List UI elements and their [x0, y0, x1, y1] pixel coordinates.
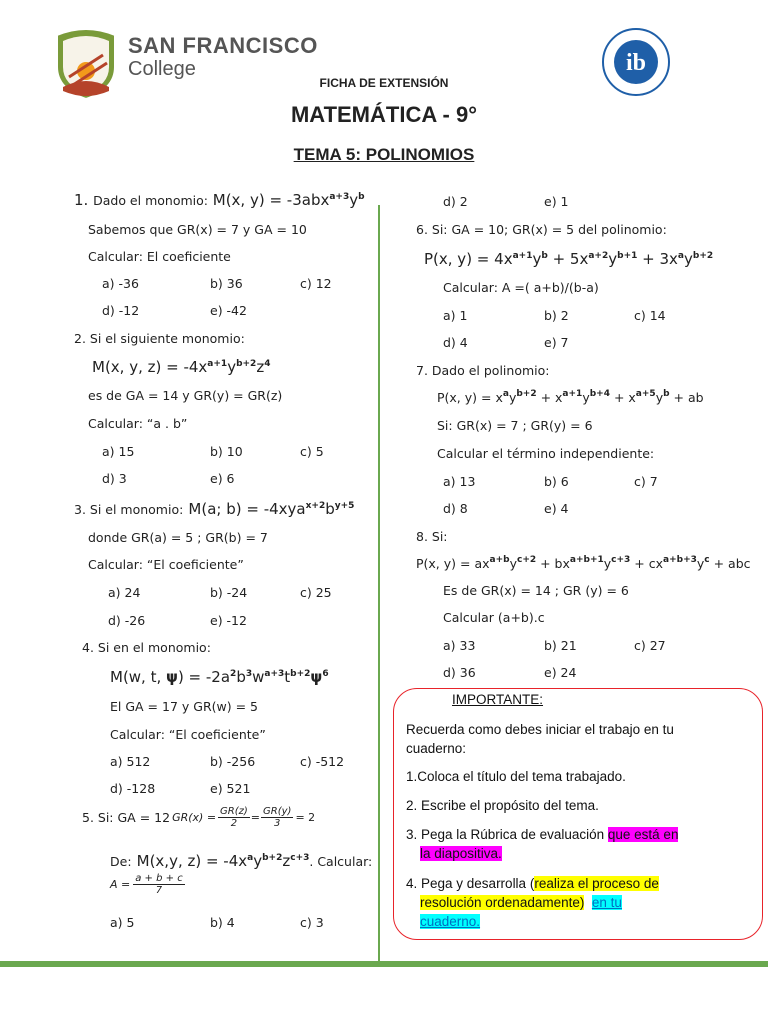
important-item-2: 2. Escribe el propósito del tema. — [406, 798, 599, 813]
problem-4-option-b: b) -256 — [210, 754, 256, 769]
problem-3-option-b: b) -24 — [210, 585, 248, 600]
problem-5-option-d: d) 2 — [443, 194, 468, 209]
problem-7-option-c: c) 7 — [634, 474, 658, 489]
problem-2-line1: es de GA = 14 y GR(y) = GR(z) — [88, 388, 283, 403]
problem-8-intro: 8. Si: — [416, 529, 448, 544]
problem-7-line1: Si: GR(x) = 7 ; GR(y) = 6 — [437, 418, 593, 433]
problem-5-a-formula: A = $\frac{a + b + c}{7}$ — [110, 873, 183, 896]
problem-2-option-e: e) 6 — [210, 471, 235, 486]
problem-4-line1: El GA = 17 y GR(w) = 5 — [110, 699, 258, 714]
problem-2-option-d: d) 3 — [102, 471, 127, 486]
important-title: IMPORTANTE: — [452, 692, 544, 707]
problem-2-option-a: a) 15 — [102, 444, 135, 459]
problem-1-option-e: e) -42 — [210, 303, 247, 318]
column-divider — [378, 205, 380, 962]
problem-1-option-d: d) -12 — [102, 303, 140, 318]
problem-2-expression: M(x, y, $z) = -4x^{a+1}y^{b+2}z^4$ — [92, 358, 271, 376]
problem-1-heading: 1. Dado el monomio: M(x, $y) = -3abx^{a+3}y^b$ — [74, 191, 365, 209]
problem-6-line1: Calcular: A =( a+b)/(b-a) — [443, 280, 599, 295]
problem-1-option-a: a) -36 — [102, 276, 139, 291]
important-intro-line2: cuaderno: — [406, 741, 467, 756]
school-name-line2: College — [128, 58, 196, 80]
problem-3-option-c: c) 25 — [300, 585, 332, 600]
problem-5-option-e: e) 1 — [544, 194, 569, 209]
problem-7-option-e: e) 4 — [544, 501, 569, 516]
problem-1-line1: Sabemos que GR(x) = 7 y GA = 10 — [88, 222, 307, 237]
problem-4-intro: 4. Si en el monomio: — [82, 640, 211, 655]
problem-2-option-c: c) 5 — [300, 444, 324, 459]
problem-2-line2: Calcular: “a . b” — [88, 416, 188, 431]
important-item-4-cont2: cuaderno. — [420, 914, 481, 929]
problem-7-option-d: d) 8 — [443, 501, 468, 516]
problem-4-line2: Calcular: “El coeficiente” — [110, 727, 266, 742]
problem-6-option-a: a) 1 — [443, 308, 468, 323]
problem-4-expression: M(w, t, $\psi) = -2a^2b^3w^{a+3}t^{b+2}\psi^6$ — [110, 668, 329, 686]
tema-title: TEMA 5: POLINOMIOS — [293, 145, 475, 164]
footer-bar — [0, 961, 768, 967]
problem-6-expression: P(x, $y) = 4x^{a+1}y^b + 5x^{a+2}y^{b+1} + 3x^ay^{b+2}$ — [424, 250, 714, 268]
important-item-3: 3. Pega la Rúbrica de evaluación que está en — [406, 827, 679, 842]
problem-8-expression: P(x, $y) = ax^{a+b}y^{c+2} + bx^{a+b+1}y^{c+3} + cx^{a+b+3}y^c$ + abc — [416, 555, 751, 571]
problem-8-option-c: c) 27 — [634, 638, 666, 653]
problem-5-heading: 5. Si: GA = 12 GR(x) = $\frac{GR(z)}{2}$ = $\frac{GR(y)}{3}$ = 2 — [82, 806, 316, 829]
page-title: MATEMÁTICA - 9° — [290, 102, 477, 127]
problem-8-option-d: d) 36 — [443, 665, 476, 680]
problem-6-option-b: b) 2 — [544, 308, 569, 323]
problem-1-option-b: b) 36 — [210, 276, 243, 291]
problem-7-line2: Calcular el término independiente: — [437, 446, 655, 461]
problem-1-line2: Calcular: El coeficiente — [88, 249, 231, 264]
problem-4-option-c: c) -512 — [300, 754, 345, 769]
problem-3-option-e: e) -12 — [210, 613, 247, 628]
problem-7-option-b: b) 6 — [544, 474, 569, 489]
problem-6-option-c: c) 14 — [634, 308, 666, 323]
problem-2-intro: 2. Si el siguiente monomio: — [74, 331, 245, 346]
problem-5-option-b: b) 4 — [210, 915, 235, 930]
problem-6-intro: 6. Si: GA = 10; GR(x) = 5 del polinomio: — [416, 222, 667, 237]
problem-5-expression: De: M(x,y, $z) = -4x^ay^{b+2}z^{c+3}$. Calcular: — [110, 852, 373, 870]
problem-4-option-a: a) 512 — [110, 754, 151, 769]
problem-7-option-a: a) 13 — [443, 474, 476, 489]
problem-8-line1: Es de GR(x) = 14 ; GR (y) = 6 — [443, 583, 629, 598]
important-item-4-cont: resolución ordenadamente) en tu — [420, 895, 622, 910]
problem-7-intro: 7. Dado el polinomio: — [416, 363, 550, 378]
problem-3-line2: Calcular: “El coeficiente” — [88, 557, 244, 572]
important-item-4: 4. Pega y desarrolla (realiza el proceso de — [406, 876, 659, 891]
svg-text:ib: ib — [625, 50, 647, 76]
problem-8-option-b: b) 21 — [544, 638, 577, 653]
problem-3-heading: 3. Si el monomio: M(a; $b) = -4xya^{x+2}b^{y+5}$ — [74, 500, 355, 518]
problem-4-option-e: e) 521 — [210, 781, 251, 796]
problem-4-option-d: d) -128 — [110, 781, 156, 796]
problem-2-option-b: b) 10 — [210, 444, 243, 459]
problem-1-option-c: c) 12 — [300, 276, 332, 291]
problem-5-option-c: c) 3 — [300, 915, 324, 930]
important-item-3-cont: la diapositiva. — [420, 846, 502, 861]
problem-7-expression: P(x, $y) = x^ay^{b+2} + x^{a+1}y^{b+4} + x^{a+5}y^b$ + ab — [437, 389, 704, 405]
school-name-line1: SAN FRANCISCO — [128, 33, 318, 58]
problem-3-line1: donde GR(a) = 5 ; GR(b) = 7 — [88, 530, 268, 545]
important-item-1: 1.Coloca el título del tema trabajado. — [406, 769, 626, 784]
problem-8-option-a: a) 33 — [443, 638, 476, 653]
problem-6-option-e: e) 7 — [544, 335, 569, 350]
problem-6-option-d: d) 4 — [443, 335, 468, 350]
problem-3-option-a: a) 24 — [108, 585, 141, 600]
ficha-heading: FICHA DE EXTENSIÓN — [319, 76, 449, 90]
problem-5-option-a: a) 5 — [110, 915, 135, 930]
problem-8-line2: Calcular (a+b).c — [443, 610, 545, 625]
important-intro-line1: Recuerda como debes iniciar el trabajo en tu — [406, 722, 674, 737]
problem-8-option-e: e) 24 — [544, 665, 577, 680]
problem-3-option-d: d) -26 — [108, 613, 146, 628]
